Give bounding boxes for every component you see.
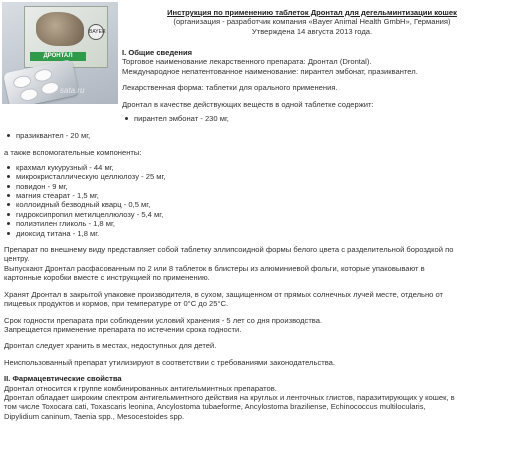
appearance-text-2: центру.	[4, 254, 30, 264]
section-general-top	[122, 48, 502, 123]
pharma-spectrum-3: Dipylidium caninum, Taenia spp., Mesocestoides spp.	[4, 411, 185, 421]
pharma-group: Дронтал относится к группе комбинированных антигельминтных препаратов.	[4, 383, 277, 393]
appearance-text-1: Препарат по внешнему виду представляет собой таблетку эллипсоидной формы белого цвета с разделительной бороздкой по	[4, 245, 454, 255]
active-ingredients-list	[4, 131, 502, 140]
section-title-general: I. Общие сведения	[122, 48, 193, 57]
storage-text-1: Хранят Дронтал в закрытой упаковке производителя, в сухом, защищенном от прямых солнечных лучей месте, отдельно от	[4, 289, 444, 299]
list-item: крахмал кукурузный - 44 мг,	[4, 163, 502, 172]
document-organization: (организация - разработчик компания «Bayer Animal Health GmbH», Германия)	[173, 17, 451, 27]
excipients-intro: а также вспомогательные компоненты:	[4, 148, 142, 158]
pharma-spectrum-2: том числе Toxocara cati, Toxascaris leonina, Ancylostoma tubaeforme, Ancylostoma braziliense, Echinococcus multilocularis,	[4, 402, 426, 412]
section-general-body	[4, 131, 502, 421]
active-ingredients-list-top	[122, 114, 502, 123]
list-item: гидроксипропил метилцеллюлозу - 5,4 мг,	[4, 210, 502, 219]
image-watermark: sata.ru	[60, 86, 85, 95]
cat-picture	[36, 12, 84, 46]
list-item: повидон - 9 мг,	[4, 182, 502, 191]
product-photo	[2, 2, 118, 104]
document-approval-date: Утверждена 14 августа 2013 года.	[251, 26, 373, 36]
list-item: магния стеарат - 1,5 мг,	[4, 191, 502, 200]
pharma-spectrum-1: Дронтал обладает широким спектром антигельминтного действия на круглых и ленточных глистов, паразитирующих у кошек, в	[4, 392, 455, 402]
list-item: празиквантел - 20 мг,	[4, 131, 502, 140]
tablet-icon	[40, 80, 60, 95]
document-header	[122, 8, 502, 36]
inn-name: Международное непатентованное наименование: пирантел эмбонат, празиквантел.	[122, 66, 418, 76]
tablet-icon	[19, 87, 39, 102]
expired-warning: Запрещается применение препарата по истечении срока годности.	[4, 324, 242, 334]
tablet-icon	[33, 68, 53, 83]
shelf-life-text: Срок годности препарата при соблюдении условий хранения - 5 лет со дня производства.	[4, 315, 323, 325]
list-item: полиэтилен гликоль - 1,8 мг,	[4, 219, 502, 228]
product-brand-label: ДРОНТАЛ	[30, 52, 86, 61]
disposal-text: Неиспользованный препарат утилизируют в соответствии с требованиями законодательства.	[4, 357, 336, 367]
list-item: пирантел эмбонат - 230 мг,	[122, 114, 502, 123]
blister-pack	[3, 59, 79, 104]
trade-name: Торговое наименование лекарственного препарата: Дронтал (Drontal).	[122, 57, 372, 67]
storage-text-2: пищевых продуктов и кормов, при температуре от 0°С до 25°С.	[4, 299, 229, 309]
active-ingredients-intro: Дронтал в качестве действующих веществ в одной таблетке содержит:	[122, 99, 374, 109]
list-item: диоксид титана - 1,8 мг.	[4, 229, 502, 238]
packaging-text-1: Выпускают Дронтал расфасованным по 2 или 8 таблеток в блистеры из алюминиевой фольги, которые упаковывают в	[4, 263, 425, 273]
dosage-form: Лекарственная форма: таблетки для орального применения.	[122, 83, 338, 93]
section-title-pharma: II. Фармацевтические свойства	[4, 374, 122, 384]
tablet-icon	[12, 74, 32, 89]
document-title: Инструкция по применению таблеток Дронтал для дегельминтизации кошек	[167, 8, 457, 17]
list-item: коллоидный безводный кварц - 0,5 мг,	[4, 200, 502, 209]
bayer-logo-icon: BAYER	[88, 24, 104, 40]
packaging-text-2: картонные коробки вместе с инструкцией по применению.	[4, 273, 210, 283]
excipients-list	[4, 163, 502, 238]
children-warning: Дронтал следует хранить в местах, недоступных для детей.	[4, 341, 217, 351]
list-item: микрокристаллическую целлюлозу - 25 мг,	[4, 172, 502, 181]
